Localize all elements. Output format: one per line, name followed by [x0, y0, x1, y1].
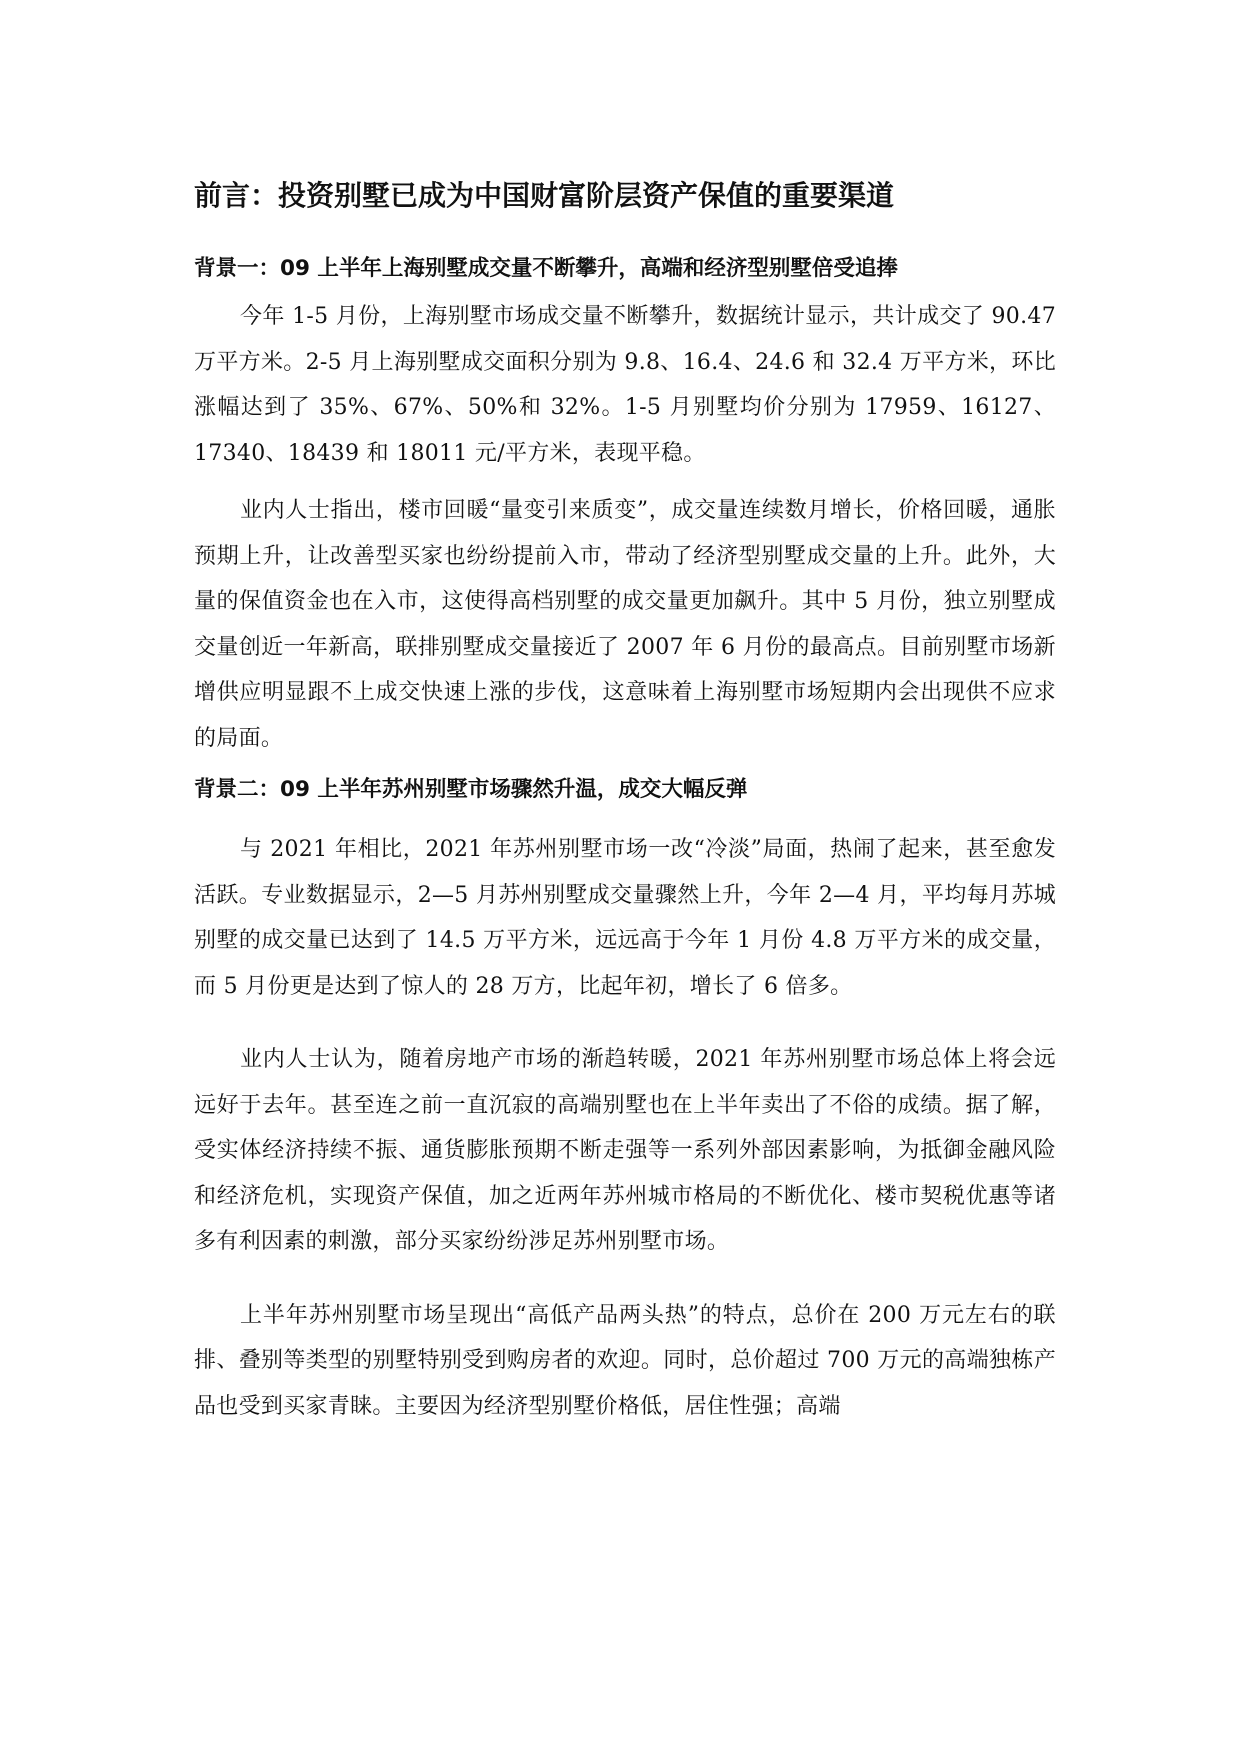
- spacer: [194, 1265, 1056, 1293]
- spacer: [194, 476, 1056, 488]
- spacer: [194, 815, 1056, 827]
- section-1-paragraph-1: 今年 1-5 月份，上海别墅市场成交量不断攀升，数据统计显示，共计成交了 90.47 万平方米。2-5 月上海别墅成交面积分别为 9.8、16.4、24.6 和 32.4 万平方米，环比涨幅达到了 35%、67%、50%和 32%。1-5 月别墅均价分别为 17959、16127、17340、18439 和 18011 元/平方米，表现平稳。: [194, 304, 1056, 466]
- section-heading-2: 背景二：09 上半年苏州别墅市场骤然升温，成交大幅反弹: [194, 777, 748, 802]
- spacer: [194, 761, 1056, 773]
- spacer: [194, 1009, 1056, 1037]
- section-heading-1: 背景一：09 上半年上海别墅成交量不断攀升，高端和经济型别墅倍受追捧: [194, 256, 898, 281]
- document-body: [194, 176, 1056, 1429]
- section-1-paragraph-2: 业内人士指出，楼市回暖“量变引来质变”，成交量连续数月增长，价格回暖，通胀预期上升，让改善型买家也纷纷提前入市，带动了经济型别墅成交量的上升。此外，大量的保值资金也在入市，这使得高档别墅的成交量更加飙升。其中 5 月份，独立别墅成交量创近一年新高，联排别墅成交量接近了 2007 年 6 月份的最高点。目前别墅市场新增供应明显跟不上成交快速上涨的步伐，这意味着上海别墅市场短期内会出现供不应求的局面。: [194, 498, 1056, 751]
- document-title: 前言：投资别墅已成为中国财富阶层资产保值的重要渠道: [194, 179, 895, 212]
- section-2-paragraph-3: 上半年苏州别墅市场呈现出“高低产品两头热”的特点，总价在 200 万元左右的联排、叠别等类型的别墅特别受到购房者的欢迎。同时，总价超过 700 万元的高端独栋产品也受到买家青睐。主要因为经济型别墅价格低，居住性强；高端: [194, 1302, 1056, 1419]
- section-2-paragraph-1: 与 2021 年相比，2021 年苏州别墅市场一改“冷淡”局面，热闹了起来，甚至愈发活跃。专业数据显示，2—5 月苏州别墅成交量骤然上升，今年 2—4 月，平均每月苏城别墅的成交量已达到了 14.5 万平方米，远远高于今年 1 月份 4.8 万平方米的成交量，而 5 月份更是达到了惊人的 28 万方，比起年初，增长了 6 倍多。: [194, 837, 1056, 999]
- section-2-paragraph-2: 业内人士认为，随着房地产市场的渐趋转暖，2021 年苏州别墅市场总体上将会远远好于去年。甚至连之前一直沉寂的高端别墅也在上半年卖出了不俗的成绩。据了解，受实体经济持续不振、通货膨胀预期不断走强等一系列外部因素影响，为抵御金融风险和经济危机，实现资产保值，加之近两年苏州城市格局的不断优化、楼市契税优惠等诸多有利因素的刺激，部分买家纷纷涉足苏州别墅市场。: [194, 1047, 1056, 1254]
